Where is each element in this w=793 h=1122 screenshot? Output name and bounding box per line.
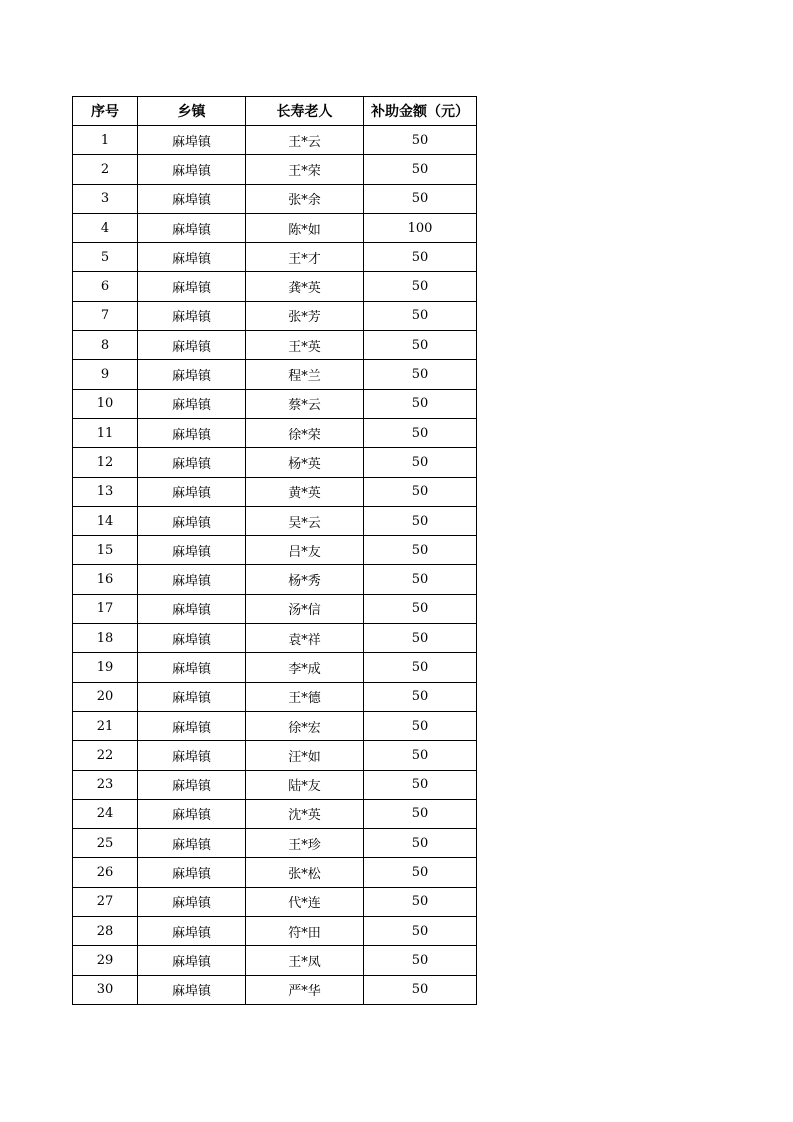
row-serial-number: 22 <box>73 741 138 770</box>
row-township: 麻埠镇 <box>138 624 246 653</box>
row-township: 麻埠镇 <box>138 477 246 506</box>
header-township: 乡镇 <box>138 97 246 126</box>
row-subsidy-amount: 50 <box>364 155 477 184</box>
row-subsidy-amount: 50 <box>364 858 477 887</box>
table-row <box>73 243 477 272</box>
row-serial-number: 6 <box>73 272 138 301</box>
row-elder-name: 代*连 <box>246 887 364 916</box>
row-subsidy-amount: 100 <box>364 213 477 242</box>
table-row <box>73 741 477 770</box>
row-serial-number: 15 <box>73 536 138 565</box>
row-serial-number: 26 <box>73 858 138 887</box>
row-serial-number: 17 <box>73 594 138 623</box>
row-township: 麻埠镇 <box>138 272 246 301</box>
row-serial-number: 20 <box>73 682 138 711</box>
row-serial-number: 11 <box>73 418 138 447</box>
row-township: 麻埠镇 <box>138 682 246 711</box>
row-serial-number: 12 <box>73 448 138 477</box>
row-township: 麻埠镇 <box>138 829 246 858</box>
row-elder-name: 汪*如 <box>246 741 364 770</box>
row-serial-number: 4 <box>73 213 138 242</box>
table-row <box>73 184 477 213</box>
table-body <box>73 126 477 1005</box>
row-serial-number: 5 <box>73 243 138 272</box>
table-row <box>73 858 477 887</box>
row-serial-number: 27 <box>73 887 138 916</box>
row-elder-name: 杨*英 <box>246 448 364 477</box>
table-row <box>73 594 477 623</box>
row-elder-name: 徐*宏 <box>246 711 364 740</box>
row-township: 麻埠镇 <box>138 389 246 418</box>
table-row <box>73 624 477 653</box>
row-serial-number: 18 <box>73 624 138 653</box>
row-township: 麻埠镇 <box>138 448 246 477</box>
row-township: 麻埠镇 <box>138 946 246 975</box>
row-township: 麻埠镇 <box>138 594 246 623</box>
row-elder-name: 吕*友 <box>246 536 364 565</box>
row-elder-name: 徐*荣 <box>246 418 364 447</box>
row-serial-number: 3 <box>73 184 138 213</box>
row-subsidy-amount: 50 <box>364 506 477 535</box>
row-township: 麻埠镇 <box>138 213 246 242</box>
table-row <box>73 331 477 360</box>
row-subsidy-amount: 50 <box>364 477 477 506</box>
row-serial-number: 8 <box>73 331 138 360</box>
row-serial-number: 21 <box>73 711 138 740</box>
row-elder-name: 汤*信 <box>246 594 364 623</box>
table-row <box>73 799 477 828</box>
row-township: 麻埠镇 <box>138 506 246 535</box>
row-elder-name: 沈*英 <box>246 799 364 828</box>
row-township: 麻埠镇 <box>138 887 246 916</box>
row-subsidy-amount: 50 <box>364 624 477 653</box>
table-row <box>73 682 477 711</box>
row-serial-number: 7 <box>73 301 138 330</box>
row-elder-name: 黄*英 <box>246 477 364 506</box>
row-serial-number: 14 <box>73 506 138 535</box>
row-serial-number: 24 <box>73 799 138 828</box>
header-subsidy-amount: 补助金额（元） <box>364 97 477 126</box>
row-subsidy-amount: 50 <box>364 711 477 740</box>
row-elder-name: 李*成 <box>246 653 364 682</box>
row-elder-name: 符*田 <box>246 917 364 946</box>
row-elder-name: 龚*英 <box>246 272 364 301</box>
row-subsidy-amount: 50 <box>364 389 477 418</box>
row-township: 麻埠镇 <box>138 917 246 946</box>
subsidy-table <box>72 96 477 1005</box>
row-elder-name: 张*余 <box>246 184 364 213</box>
row-serial-number: 29 <box>73 946 138 975</box>
row-township: 麻埠镇 <box>138 126 246 155</box>
table-row <box>73 477 477 506</box>
row-elder-name: 张*芳 <box>246 301 364 330</box>
table-row <box>73 360 477 389</box>
row-elder-name: 吴*云 <box>246 506 364 535</box>
row-elder-name: 严*华 <box>246 975 364 1004</box>
row-subsidy-amount: 50 <box>364 741 477 770</box>
row-township: 麻埠镇 <box>138 565 246 594</box>
row-township: 麻埠镇 <box>138 770 246 799</box>
table-row <box>73 975 477 1004</box>
row-township: 麻埠镇 <box>138 653 246 682</box>
table-row <box>73 389 477 418</box>
row-township: 麻埠镇 <box>138 331 246 360</box>
row-elder-name: 王*德 <box>246 682 364 711</box>
row-township: 麻埠镇 <box>138 184 246 213</box>
table-row <box>73 301 477 330</box>
row-subsidy-amount: 50 <box>364 301 477 330</box>
row-elder-name: 蔡*云 <box>246 389 364 418</box>
table-row <box>73 565 477 594</box>
row-township: 麻埠镇 <box>138 536 246 565</box>
table-row <box>73 155 477 184</box>
row-subsidy-amount: 50 <box>364 946 477 975</box>
row-subsidy-amount: 50 <box>364 887 477 916</box>
row-subsidy-amount: 50 <box>364 653 477 682</box>
row-serial-number: 30 <box>73 975 138 1004</box>
row-serial-number: 28 <box>73 917 138 946</box>
row-serial-number: 23 <box>73 770 138 799</box>
row-subsidy-amount: 50 <box>364 448 477 477</box>
row-subsidy-amount: 50 <box>364 799 477 828</box>
table-row <box>73 448 477 477</box>
row-township: 麻埠镇 <box>138 301 246 330</box>
row-elder-name: 王*才 <box>246 243 364 272</box>
row-serial-number: 16 <box>73 565 138 594</box>
table-row <box>73 917 477 946</box>
row-subsidy-amount: 50 <box>364 975 477 1004</box>
table-row <box>73 653 477 682</box>
row-township: 麻埠镇 <box>138 741 246 770</box>
row-township: 麻埠镇 <box>138 418 246 447</box>
table-row <box>73 126 477 155</box>
table-row <box>73 711 477 740</box>
row-subsidy-amount: 50 <box>364 272 477 301</box>
table-row <box>73 506 477 535</box>
row-elder-name: 陆*友 <box>246 770 364 799</box>
row-serial-number: 2 <box>73 155 138 184</box>
header-elder-name: 长寿老人 <box>246 97 364 126</box>
row-township: 麻埠镇 <box>138 155 246 184</box>
row-serial-number: 1 <box>73 126 138 155</box>
row-serial-number: 9 <box>73 360 138 389</box>
row-subsidy-amount: 50 <box>364 331 477 360</box>
row-serial-number: 10 <box>73 389 138 418</box>
row-elder-name: 张*松 <box>246 858 364 887</box>
row-township: 麻埠镇 <box>138 711 246 740</box>
row-serial-number: 19 <box>73 653 138 682</box>
row-township: 麻埠镇 <box>138 975 246 1004</box>
table-row <box>73 829 477 858</box>
row-elder-name: 陈*如 <box>246 213 364 242</box>
row-elder-name: 王*凤 <box>246 946 364 975</box>
row-elder-name: 王*英 <box>246 331 364 360</box>
row-elder-name: 杨*秀 <box>246 565 364 594</box>
row-subsidy-amount: 50 <box>364 565 477 594</box>
table-header-row <box>73 97 477 126</box>
row-township: 麻埠镇 <box>138 799 246 828</box>
row-township: 麻埠镇 <box>138 858 246 887</box>
header-serial-number: 序号 <box>73 97 138 126</box>
row-subsidy-amount: 50 <box>364 126 477 155</box>
row-elder-name: 王*云 <box>246 126 364 155</box>
table-row <box>73 272 477 301</box>
row-elder-name: 程*兰 <box>246 360 364 389</box>
row-serial-number: 13 <box>73 477 138 506</box>
table-row <box>73 946 477 975</box>
row-subsidy-amount: 50 <box>364 536 477 565</box>
table-row <box>73 770 477 799</box>
row-subsidy-amount: 50 <box>364 770 477 799</box>
row-subsidy-amount: 50 <box>364 184 477 213</box>
row-subsidy-amount: 50 <box>364 360 477 389</box>
row-subsidy-amount: 50 <box>364 594 477 623</box>
row-elder-name: 袁*祥 <box>246 624 364 653</box>
table-row <box>73 887 477 916</box>
row-subsidy-amount: 50 <box>364 418 477 447</box>
row-elder-name: 王*珍 <box>246 829 364 858</box>
row-serial-number: 25 <box>73 829 138 858</box>
row-subsidy-amount: 50 <box>364 917 477 946</box>
row-township: 麻埠镇 <box>138 360 246 389</box>
table-row <box>73 418 477 447</box>
row-township: 麻埠镇 <box>138 243 246 272</box>
row-elder-name: 王*荣 <box>246 155 364 184</box>
row-subsidy-amount: 50 <box>364 682 477 711</box>
row-subsidy-amount: 50 <box>364 243 477 272</box>
table-row <box>73 213 477 242</box>
row-subsidy-amount: 50 <box>364 829 477 858</box>
table-row <box>73 536 477 565</box>
